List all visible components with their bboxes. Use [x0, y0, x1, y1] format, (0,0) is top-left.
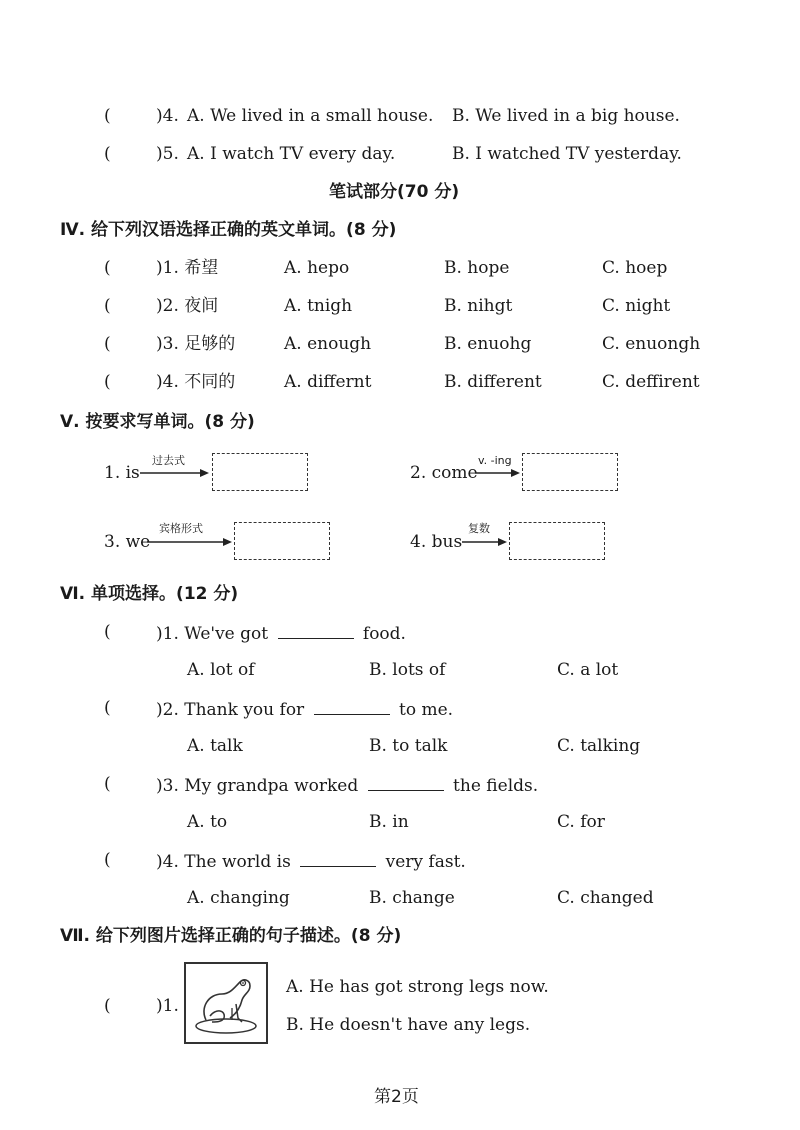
question-number: )5. — [156, 144, 179, 164]
option-b: B. change — [369, 888, 455, 908]
transform-word: 3. we — [104, 532, 151, 552]
option-b: B. hope — [444, 258, 510, 278]
section5-heading: Ⅴ. 按要求写单词。(8 分) — [60, 412, 255, 432]
q-paren[interactable]: ( — [104, 372, 111, 392]
q-paren[interactable]: ( — [104, 144, 111, 164]
question-number: )3. 足够的 — [156, 334, 236, 354]
q-paren[interactable]: ( — [104, 698, 111, 718]
option-a: A. to — [187, 812, 228, 832]
question-stem — [156, 622, 406, 644]
option-b: B. lots of — [369, 660, 446, 680]
option-c: C. hoep — [602, 258, 668, 278]
section4-heading: Ⅳ. 给下列汉语选择正确的英文单词。(8 分) — [60, 220, 397, 240]
option-b: B. nihgt — [444, 296, 513, 316]
option-c: C. night — [602, 296, 671, 316]
option-b: B. We lived in a big house. — [452, 106, 680, 126]
option-b: B. in — [369, 812, 409, 832]
stem-suffix: very fast. — [385, 852, 466, 872]
option-b: B. I watched TV yesterday. — [452, 144, 682, 164]
question-number: )1. 希望 — [156, 258, 219, 278]
transform-label: 过去式 — [152, 454, 185, 467]
arrow-icon — [462, 536, 508, 548]
question-stem — [156, 774, 538, 796]
question-number: )4. 不同的 — [156, 372, 236, 392]
stem-suffix: the fields. — [453, 776, 539, 796]
section6-heading: Ⅵ. 单项选择。(12 分) — [60, 584, 239, 604]
option-c: C. talking — [557, 736, 641, 756]
transform-label: 宾格形式 — [159, 522, 203, 535]
fill-blank[interactable] — [368, 774, 444, 791]
answer-box[interactable] — [509, 522, 605, 560]
option-a: A. We lived in a small house. — [187, 106, 434, 126]
option-a: A. hepo — [284, 258, 350, 278]
q-paren[interactable]: ( — [104, 850, 111, 870]
question-stem — [156, 698, 453, 720]
stem-prefix: )2. Thank you for — [156, 700, 305, 720]
q-paren[interactable]: ( — [104, 622, 111, 642]
q-paren[interactable]: ( — [104, 774, 111, 794]
option-c: C. deffirent — [602, 372, 700, 392]
fill-blank[interactable] — [278, 622, 354, 639]
option-b: B. to talk — [369, 736, 448, 756]
option-a: A. tnigh — [284, 296, 353, 316]
option-c: C. for — [557, 812, 605, 832]
option-b: B. enuohg — [444, 334, 532, 354]
question-number: )2. 夜间 — [156, 296, 219, 316]
arrow-icon — [140, 467, 210, 479]
transform-word: 4. bus — [410, 532, 463, 552]
stem-prefix: )4. The world is — [156, 852, 291, 872]
answer-box[interactable] — [234, 522, 330, 560]
section7-heading: Ⅶ. 给下列图片选择正确的句子描述。(8 分) — [60, 926, 402, 946]
option-b: B. different — [444, 372, 542, 392]
written-part-title: 笔试部分(70 分) — [329, 182, 460, 202]
arrow-icon — [475, 467, 521, 479]
option-c: C. changed — [557, 888, 654, 908]
page-number: 第2页 — [374, 1087, 419, 1107]
option-a: A. He has got strong legs now. — [286, 977, 549, 997]
option-a: A. I watch TV every day. — [187, 144, 396, 164]
q-paren[interactable]: ( — [104, 258, 111, 278]
frog-picture — [184, 962, 268, 1044]
fill-blank[interactable] — [300, 850, 376, 867]
question-stem — [156, 850, 466, 872]
fill-blank[interactable] — [314, 698, 390, 715]
stem-suffix: food. — [362, 624, 406, 644]
transform-word: 1. is — [104, 463, 140, 483]
stem-suffix: to me. — [399, 700, 454, 720]
transform-label: 复数 — [468, 522, 490, 535]
answer-box[interactable] — [212, 453, 308, 491]
question-number: )1. — [156, 996, 179, 1016]
arrow-icon — [147, 536, 233, 548]
transform-word: 2. come — [410, 463, 478, 483]
answer-box[interactable] — [522, 453, 618, 491]
option-a: A. differnt — [284, 372, 372, 392]
option-a: A. talk — [187, 736, 243, 756]
q-paren[interactable]: ( — [104, 106, 111, 126]
transform-label: v. -ing — [478, 454, 512, 467]
option-c: C. enuongh — [602, 334, 701, 354]
option-b: B. He doesn't have any legs. — [286, 1015, 531, 1035]
q-paren[interactable]: ( — [104, 296, 111, 316]
option-a: A. changing — [187, 888, 290, 908]
q-paren[interactable]: ( — [104, 996, 111, 1016]
option-c: C. a lot — [557, 660, 619, 680]
stem-prefix: )1. We've got — [156, 624, 269, 644]
frog-icon — [186, 964, 266, 1042]
stem-prefix: )3. My grandpa worked — [156, 776, 359, 796]
option-a: A. lot of — [187, 660, 255, 680]
option-a: A. enough — [284, 334, 372, 354]
q-paren[interactable]: ( — [104, 334, 111, 354]
question-number: )4. — [156, 106, 179, 126]
